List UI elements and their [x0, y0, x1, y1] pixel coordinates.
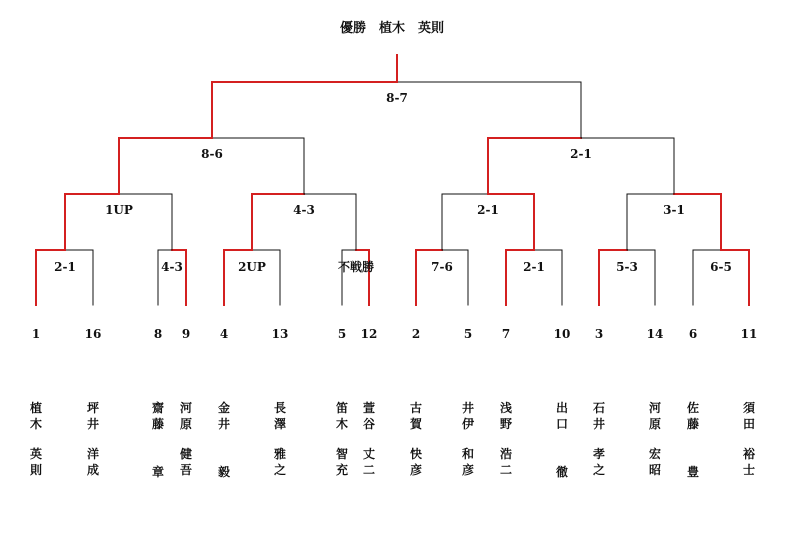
champion-title: 優勝 植木 英則: [339, 21, 445, 36]
player-given-char: 徹: [555, 465, 569, 479]
player-given-char: 和: [461, 447, 475, 461]
seed-number: 16: [84, 327, 102, 341]
player-given-char: 孝: [592, 447, 606, 461]
player-surname-char: 井: [461, 401, 475, 415]
player-given-char: 吾: [179, 463, 193, 477]
r3-match-2-score: 2-1: [570, 147, 592, 161]
player-surname-char: 石: [592, 401, 606, 415]
player-given-char: 士: [742, 463, 756, 477]
player-given-char: 英: [29, 447, 43, 461]
r1-match-2-score: 4-3: [161, 260, 183, 274]
player-given-char: 雅: [273, 447, 287, 461]
player-given-char: 二: [362, 463, 376, 477]
r1-match-8-score: 6-5: [710, 260, 732, 274]
r1-match-4-score: 不戦勝: [337, 260, 375, 274]
player-surname-char: 佐: [686, 401, 700, 415]
player-surname-char: 藤: [151, 417, 165, 431]
player-surname-char: 原: [648, 417, 662, 431]
seed-number: 12: [360, 327, 378, 341]
player-surname-char: 田: [742, 417, 756, 431]
player-given-char: 之: [592, 463, 606, 477]
match-scores: [54, 91, 732, 274]
seed-number: 5: [337, 327, 347, 341]
player-given-char: 洋: [86, 447, 100, 461]
seed-number: 2: [411, 327, 421, 341]
r1-match-5-score: 7-6: [431, 260, 453, 274]
player-surname-char: 須: [742, 401, 756, 415]
player-surname-char: 野: [499, 417, 513, 431]
final-score: 8-7: [386, 91, 408, 105]
player-given-char: 宏: [648, 447, 662, 461]
player-given-char: 裕: [742, 447, 756, 461]
player-surname-char: 澤: [273, 417, 287, 431]
seed-numbers: [32, 327, 758, 341]
seed-number: 7: [501, 327, 511, 341]
player-given-char: 充: [335, 463, 349, 477]
player-given-char: 浩: [499, 447, 513, 461]
r2-match-1-score: 1UP: [105, 203, 133, 217]
r2-match-2-score: 4-3: [293, 203, 315, 217]
player-given-char: 健: [179, 447, 193, 461]
player-surname-char: 賀: [409, 417, 423, 431]
player-surname-char: 齋: [151, 401, 165, 415]
seed-number: 8: [153, 327, 163, 341]
player-names: [30, 400, 756, 479]
r2-match-3-score: 2-1: [477, 203, 499, 217]
player-given-char: 毅: [217, 465, 231, 479]
player-given-char: 成: [86, 463, 100, 477]
player-surname-char: 出: [555, 401, 569, 415]
r1-match-1-score: 2-1: [54, 260, 76, 274]
player-given-char: 快: [409, 447, 423, 461]
player-surname-char: 笛: [335, 401, 349, 415]
player-surname-char: 井: [217, 417, 231, 431]
player-given-char: 二: [499, 463, 513, 477]
player-given-char: 彦: [461, 463, 475, 477]
r1-match-6-score: 2-1: [523, 260, 545, 274]
r1-match-7-score: 5-3: [616, 260, 638, 274]
seed-number: 3: [594, 327, 604, 341]
seed-number: 4: [219, 327, 229, 341]
player-given-char: 彦: [409, 463, 423, 477]
player-surname-char: 伊: [461, 417, 475, 431]
r2-match-4-score: 3-1: [663, 203, 685, 217]
seed-number: 5: [463, 327, 473, 341]
player-surname-char: 金: [217, 401, 231, 415]
player-surname-char: 井: [86, 417, 100, 431]
seed-number: 13: [271, 327, 289, 341]
player-surname-char: 河: [648, 401, 662, 415]
player-given-char: 則: [29, 463, 43, 477]
player-given-char: 昭: [648, 463, 662, 477]
player-given-char: 丈: [362, 447, 376, 461]
player-surname-char: 口: [555, 417, 569, 431]
player-given-char: 之: [273, 463, 287, 477]
player-surname-char: 萱: [362, 401, 376, 415]
seed-number: 11: [740, 327, 758, 341]
player-surname-char: 谷: [362, 417, 376, 431]
r3-match-1-score: 8-6: [201, 147, 223, 161]
seed-number: 14: [646, 327, 664, 341]
seed-number: 1: [31, 327, 41, 341]
player-surname-char: 長: [273, 401, 287, 415]
player-surname-char: 河: [179, 401, 193, 415]
player-surname-char: 井: [592, 417, 606, 431]
player-surname-char: 坪: [86, 401, 100, 415]
seed-number: 10: [553, 327, 571, 341]
player-surname-char: 木: [335, 417, 349, 431]
player-surname-char: 植: [29, 401, 43, 415]
seed-number: 6: [688, 327, 698, 341]
player-surname-char: 古: [409, 401, 423, 415]
player-surname-char: 藤: [686, 417, 700, 431]
player-given-char: 章: [151, 465, 165, 479]
player-given-char: 豊: [686, 465, 700, 479]
player-given-char: 智: [335, 447, 349, 461]
seed-number: 9: [181, 327, 191, 341]
player-surname-char: 木: [29, 417, 43, 431]
r1-match-3-score: 2UP: [238, 260, 266, 274]
player-surname-char: 原: [179, 417, 193, 431]
player-surname-char: 浅: [499, 401, 513, 415]
